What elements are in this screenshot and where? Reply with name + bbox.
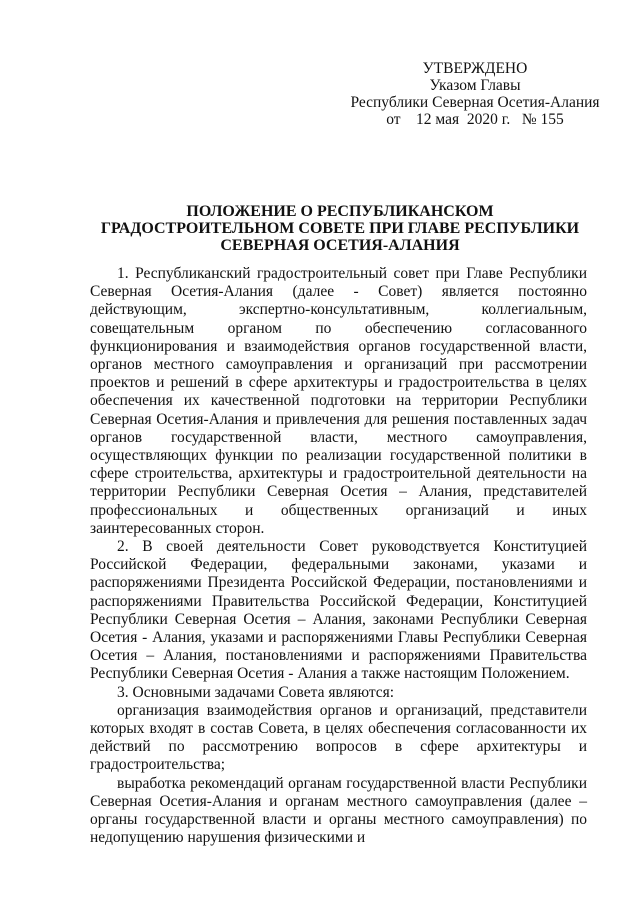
document-body bbox=[90, 265, 587, 848]
document-title: ПОЛОЖЕНИЕ О РЕСПУБЛИКАНСКОМ ГРАДОСТРОИТЕЛЬНОМ СОВЕТЕ ПРИ ГЛАВЕ РЕСПУБЛИКИ СЕВЕРНАЯ ОСЕТИЯ-АЛАНИЯ bbox=[100, 203, 580, 254]
paragraph-3: 3. Основными задачами Совета являются: bbox=[117, 683, 395, 701]
approval-decree: Указом Главы bbox=[429, 77, 521, 94]
approval-date-number: от 12 мая 2020 г. № 155 bbox=[386, 111, 564, 128]
paragraph-task-2: выработка рекомендаций органам государственной власти Республики Северная Осетия-Алания и органам местного самоуправления (далее – органы государственной власти и органы местного самоуправления) по недопущению нарушения физическими и bbox=[90, 774, 587, 847]
approval-stamp bbox=[330, 60, 620, 128]
paragraph-1: 1. Республиканский градостроительный совет при Главе Республики Северная Осетия-Алания (далее - Совет) является постоянно действующим, экспертно-консультативным, коллегиальным, совещательным органом по обеспечению согласованного функционирования и взаимодействия органов государственной власти, органов местного самоуправления и организаций при рассмотрении проектов и решений в сфере архитектуры и градостроительства в целях обеспечения их качественной подготовки на территории Республики Северная Осетия-Алания и привлечения для решения поставленных задач органов государственной власти, местного самоуправления, осуществляющих функции по реализации государственной политики в сфере строительства, архитектуры и градостроительной деятельности на территории Республики Северная Осетия – Алания, представителей профессиональных и общественных организаций и иных заинтересованных сторон. bbox=[90, 265, 587, 537]
paragraph-task-1: организация взаимодействия органов и организаций, представители которых входят в состав Совета, в целях обеспечения согласованности их действий по рассмотрению вопросов в сфере архитектуры и градостроительства; bbox=[90, 701, 587, 774]
approval-heading: УТВЕРЖДЕНО bbox=[422, 60, 528, 77]
approval-republic: Республики Северная Осетия-Алания bbox=[350, 94, 600, 111]
paragraph-2: 2. В своей деятельности Совет руководствуется Конституцией Российской Федерации, федеральными законами, указами и распоряжениями Президента Российской Федерации, постановлениями и распоряжениями Правительства Российской Федерации, Конституцией Республики Северная Осетия – Алания, законами Республики Северная Осетия - Алания, указами и распоряжениями Главы Республики Северная Осетия – Алания, постановлениями и распоряжениями Правительства Республики Северная Осетия - Алания а также настоящим Положением. bbox=[90, 538, 587, 683]
